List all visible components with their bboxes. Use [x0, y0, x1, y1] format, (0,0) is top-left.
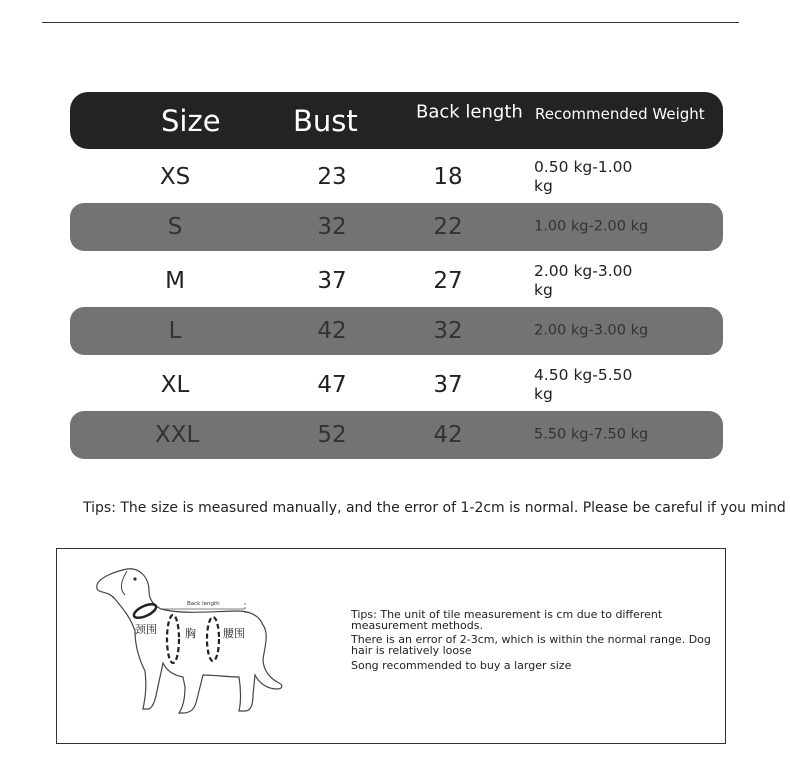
- measurement-notes: [351, 609, 731, 671]
- neck-label: 颈围: [135, 623, 157, 636]
- size-cell: M: [165, 268, 185, 294]
- table-header: [70, 92, 723, 149]
- table-row: [70, 359, 723, 411]
- weight-cell: 2.00 kg-3.00 kg: [534, 262, 633, 299]
- back-length-cell: 18: [433, 164, 463, 190]
- back-length-cell: 37: [433, 372, 463, 398]
- top-divider: [42, 22, 739, 23]
- size-cell: L: [168, 318, 182, 344]
- table-row: [70, 255, 723, 307]
- dog-outline: [97, 569, 282, 713]
- weight-cell: 1.00 kg-2.00 kg: [534, 218, 649, 235]
- table-row: [70, 203, 723, 251]
- table-row: [70, 307, 723, 355]
- dog-measurement-illustration: [87, 559, 337, 719]
- bust-cell: 42: [317, 318, 347, 344]
- weight-cell: 4.50 kg-5.50 kg: [534, 366, 633, 403]
- size-cell: XS: [159, 164, 191, 190]
- bust-cell: 37: [317, 268, 347, 294]
- size-cell: XXL: [155, 422, 200, 448]
- bust-cell: 23: [317, 164, 347, 190]
- neck-band: [132, 601, 158, 620]
- back-length-cell: 22: [433, 214, 463, 240]
- header-back-length: Back length: [416, 101, 523, 123]
- weight-cell: 2.00 kg-3.00 kg: [534, 322, 649, 339]
- bust-cell: 47: [317, 372, 347, 398]
- tips-text: Tips: The size is measured manually, and the error of 1-2cm is normal. Please be careful if you mind: [83, 500, 786, 516]
- bust-cell: 32: [317, 214, 347, 240]
- waist-label: 腰围: [223, 627, 245, 640]
- table-row: [70, 151, 723, 203]
- header-bust: Bust: [293, 103, 358, 138]
- measurement-diagram: [56, 548, 726, 744]
- dog-ear: [121, 571, 127, 595]
- note-line-3: Song recommended to buy a larger size: [351, 659, 572, 672]
- bust-cell: 52: [317, 422, 347, 448]
- back-length-label: Back length: [187, 601, 220, 607]
- back-length-cell: 32: [433, 318, 463, 344]
- header-size: Size: [161, 103, 221, 138]
- weight-cell: 0.50 kg-1.00 kg: [534, 158, 633, 195]
- size-cell: XL: [160, 372, 190, 398]
- chest-band: [167, 615, 179, 663]
- chest-label: 胸: [185, 627, 196, 640]
- size-chart-table: [70, 92, 723, 459]
- table-row: [70, 411, 723, 459]
- note-line-1: Tips: The unit of tile measurement is cm due to different measurement methods.: [351, 608, 663, 632]
- back-length-cell: 42: [433, 422, 463, 448]
- dog-eye: [133, 577, 136, 580]
- back-length-cell: 27: [433, 268, 463, 294]
- weight-cell: 5.50 kg-7.50 kg: [534, 426, 649, 443]
- header-recommended-weight: Recommended Weight: [535, 105, 705, 123]
- size-cell: S: [167, 214, 183, 240]
- waist-band: [207, 617, 219, 661]
- note-line-2: There is an error of 2-3cm, which is within the normal range. Dog hair is relatively loose: [351, 633, 711, 657]
